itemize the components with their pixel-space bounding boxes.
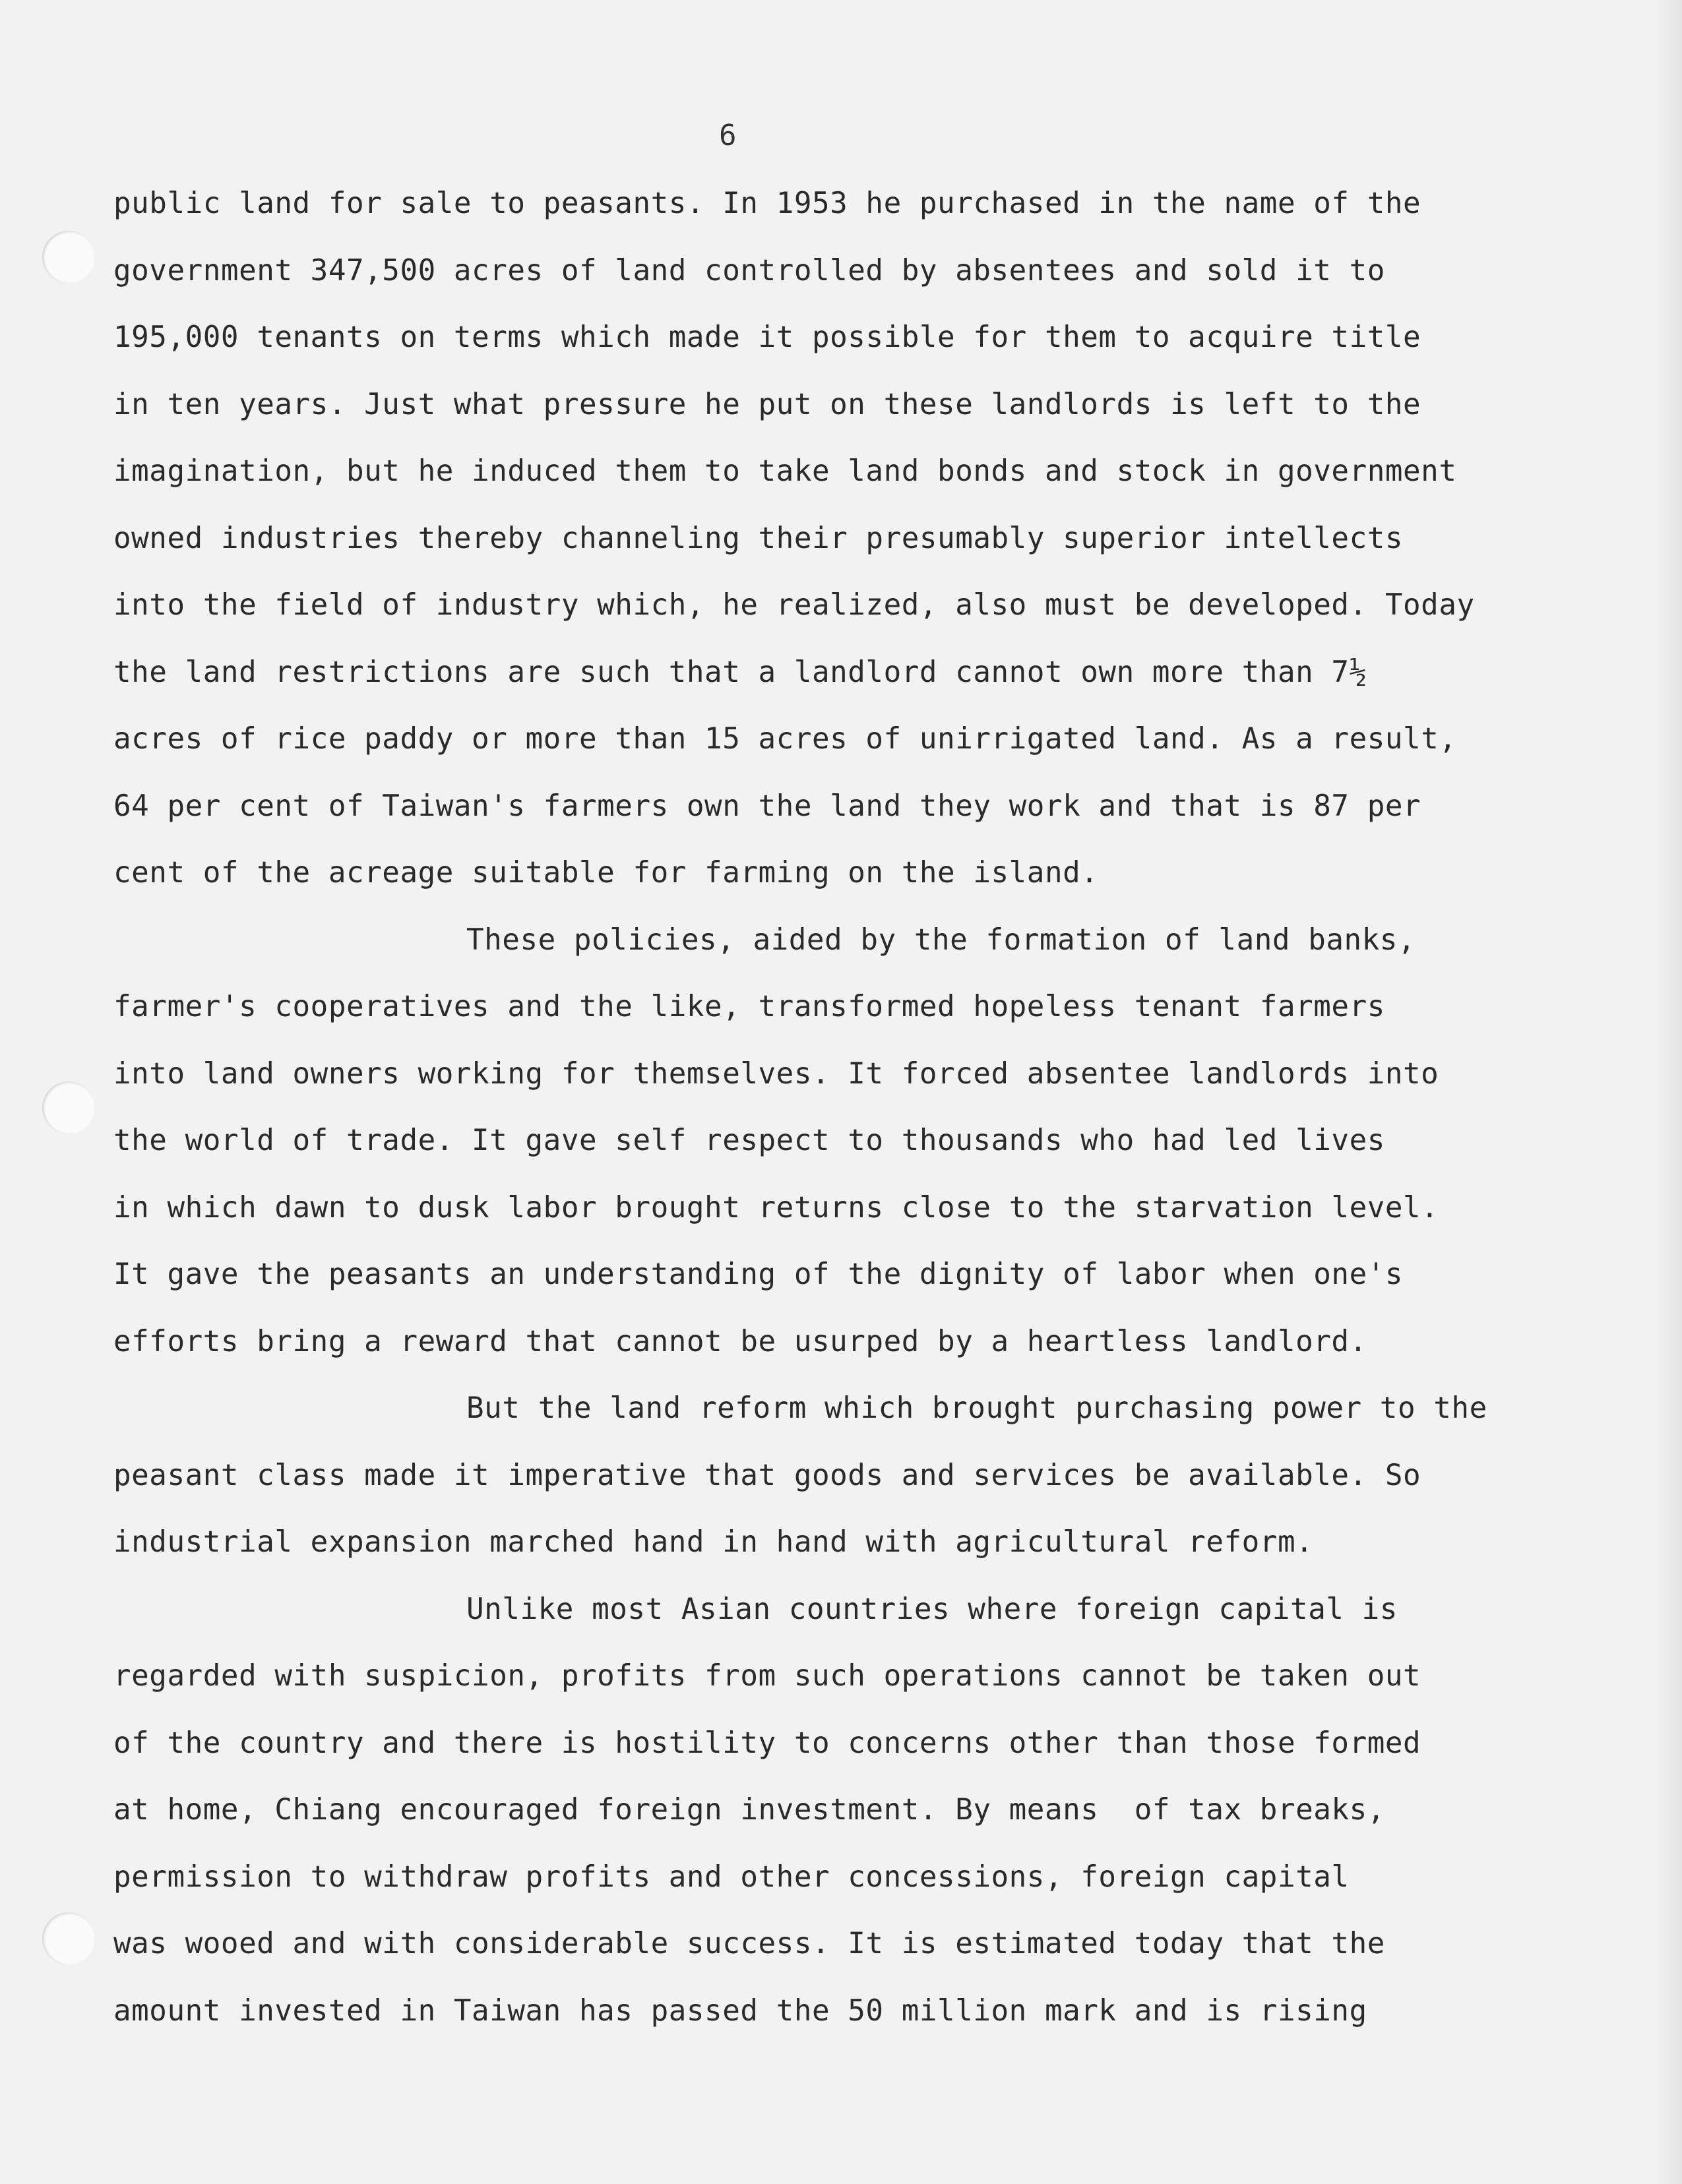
text-line: farmer's cooperatives and the like, transformed hopeless tenant farmers xyxy=(113,990,1385,1023)
page-edge-shadow xyxy=(1656,0,1682,2184)
text-line: the land restrictions are such that a landlord cannot own more than 7½ xyxy=(113,655,1367,689)
text-line: imagination, but he induced them to take land bonds and stock in government xyxy=(113,454,1457,488)
text-line: 64 per cent of Taiwan's farmers own the land they work and that is 87 per xyxy=(113,789,1421,823)
text-line: regarded with suspicion, profits from such operations cannot be taken out xyxy=(113,1659,1421,1693)
paragraph-first-line: But the land reform which brought purchasing power to the xyxy=(466,1391,1487,1425)
page-number: 6 xyxy=(719,119,737,152)
text-line: It gave the peasants an understanding of the dignity of labor when one's xyxy=(113,1258,1404,1291)
text-line: 195,000 tenants on terms which made it possible for them to acquire title xyxy=(113,320,1421,354)
body-text xyxy=(113,170,1624,2044)
text-line: was wooed and with considerable success. It is estimated today that the xyxy=(113,1927,1385,1960)
text-line: the world of trade. It gave self respect to thousands who had led lives xyxy=(113,1124,1385,1157)
text-line: permission to withdraw profits and other concessions, foreign capital xyxy=(113,1860,1350,1894)
text-line: public land for sale to peasants. In 1953 he purchased in the name of the xyxy=(113,187,1421,220)
text-line: acres of rice paddy or more than 15 acres of unirrigated land. As a result, xyxy=(113,722,1457,756)
text-line: into land owners working for themselves. It forced absentee landlords into xyxy=(113,1056,1439,1091)
text-line: at home, Chiang encouraged foreign investment. By means of tax breaks, xyxy=(113,1793,1385,1827)
text-line: into the field of industry which, he realized, also must be developed. Today xyxy=(113,588,1475,622)
text-line: in which dawn to dusk labor brought returns close to the starvation level. xyxy=(113,1190,1439,1225)
text-line: cent of the acreage suitable for farming on the island. xyxy=(113,856,1099,890)
text-line: owned industries thereby channeling their presumably superior intellects xyxy=(113,521,1404,555)
punch-hole-bottom xyxy=(42,1912,95,1965)
punch-hole-middle xyxy=(42,1081,95,1134)
text-line: government 347,500 acres of land controlled by absentees and sold it to xyxy=(113,253,1385,288)
punch-hole-top xyxy=(42,231,95,284)
paragraph-first-line: These policies, aided by the formation of land banks, xyxy=(466,923,1416,957)
text-line: of the country and there is hostility to concerns other than those formed xyxy=(113,1726,1421,1760)
text-line: industrial expansion marched hand in hand with agricultural reform. xyxy=(113,1525,1314,1559)
text-line: peasant class made it imperative that goods and services be available. So xyxy=(113,1458,1421,1492)
text-line: amount invested in Taiwan has passed the 50 million mark and is rising xyxy=(113,1993,1367,2028)
text-line: in ten years. Just what pressure he put on these landlords is left to the xyxy=(113,387,1421,421)
text-line: efforts bring a reward that cannot be usurped by a heartless landlord. xyxy=(113,1324,1367,1358)
paragraph-first-line: Unlike most Asian countries where foreign capital is xyxy=(466,1592,1398,1626)
